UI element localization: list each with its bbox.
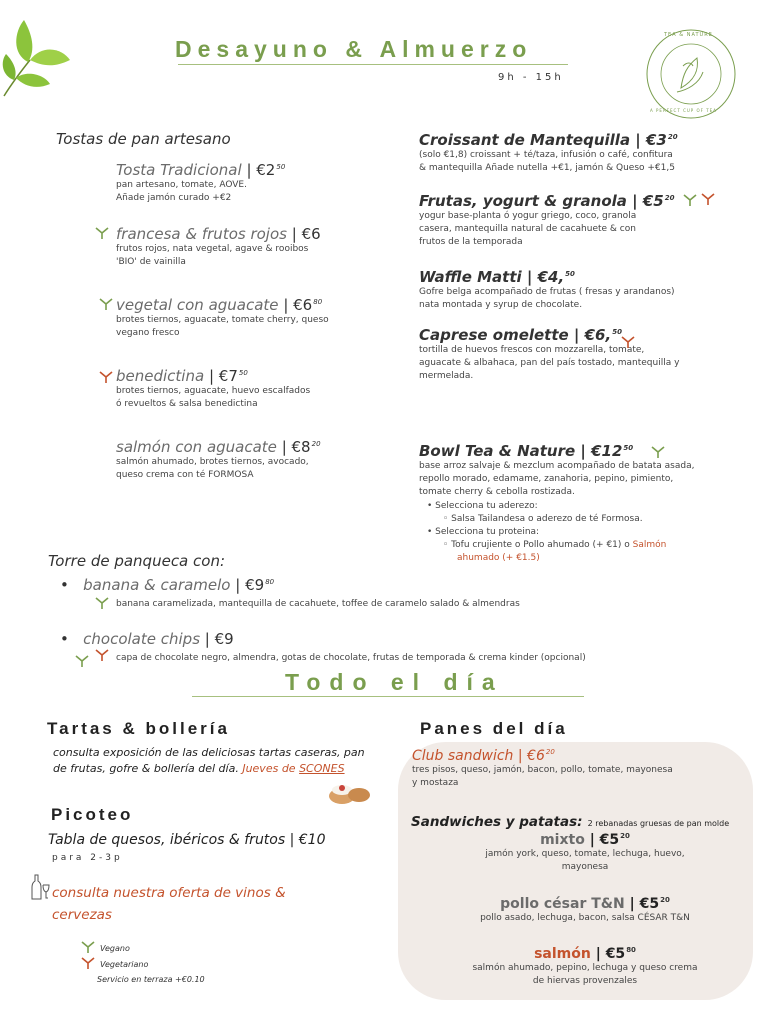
vegan-leaf-icon [94, 226, 110, 240]
tartas-title: Tartas & bollería [47, 719, 230, 738]
item-desc: frutos de la temporada [419, 237, 523, 247]
item-desc: tomate cherry & cebolla rostizada. [419, 487, 575, 497]
item-desc: nata montada y syrup de chocolate. [419, 300, 583, 310]
item-desc: vegano fresco [116, 328, 180, 338]
menu-item-benedictina [116, 367, 310, 411]
item-price-cents: 20 [311, 440, 321, 448]
item-desc: & mantequilla Añade nutella +€1, jamón & Queso +€1,5 [419, 163, 675, 173]
vinos-text [52, 882, 286, 926]
tartas-desc-line: de frutas, gofre & bollería del día. [53, 762, 239, 775]
item-price-cents: 80 [626, 946, 636, 955]
item-name: pollo césar T&N [500, 896, 625, 912]
menu-item-banana-caramelo: • banana & caramelo | $€9^{80}$ [60, 576, 275, 594]
vegetarian-leaf-icon [94, 648, 110, 662]
item-desc: 'BIO' de vainilla [116, 257, 186, 267]
tartas-desc-line: consulta exposición de las deliciosas tartas caseras, pan [53, 746, 365, 759]
vegan-leaf-icon [650, 445, 666, 459]
item-desc: y mostaza [412, 778, 459, 788]
vegetarian-leaf-icon [98, 370, 114, 384]
item-name: francesa & frutos rojos [116, 225, 287, 243]
page-title: Desayuno & Almuerzo [175, 36, 533, 62]
tostas-heading: Tostas de pan artesano [56, 130, 231, 148]
item-price: | €5 [629, 896, 660, 912]
item-name: benedictina [116, 367, 205, 385]
menu-item-vegetal [116, 296, 329, 340]
item-price: | €5 [589, 832, 620, 848]
item-price: | €6 [283, 296, 313, 314]
item-name: salmón con aguacate [116, 438, 277, 456]
item-desc: mermelada. [419, 371, 474, 381]
item-desc: brotes tiernos, aguacate, tomate cherry, queso [116, 315, 329, 325]
sandwiches-heading [411, 811, 729, 830]
item-desc: Añade jamón curado +€2 [116, 193, 232, 203]
title-underline [178, 64, 568, 65]
item-desc: pan artesano, tomate, AOVE. [116, 180, 247, 190]
todo-underline [192, 696, 584, 697]
item-name: Frutas, yogurt & granola | €5 [419, 192, 664, 210]
bowl-options: • Selecciona tu aderezo: ◦ Salsa Tailandesa o aderezo de té Formosa. • Selecciona tu proteina: ◦ Tofu crujiente o Pollo ahumado (+ €1) o Salmón ahumado (+ €1.5) [419, 500, 759, 565]
tartas-desc [53, 745, 365, 777]
menu-item-tosta-tradicional [116, 161, 285, 205]
item-desc: jamón york, queso, tomate, lechuga, huevo, [485, 849, 685, 859]
vinos-line: cervezas [52, 907, 112, 923]
hours: 9h - 15h [498, 72, 564, 83]
item-price: | €5 [595, 946, 626, 962]
vegan-leaf-icon [74, 654, 90, 668]
menu-item-mixto [420, 832, 750, 874]
menu-item-salmon-aguacate [116, 438, 321, 482]
vegetarian-leaf-icon [80, 956, 96, 970]
item-price-cents: 20 [660, 896, 670, 905]
logo-bottom-text: A PERFECT CUP OF TEA [650, 108, 717, 113]
sandwiches-label: Sandwiches y patatas: [411, 814, 583, 830]
legend-vegetariano: Vegetariano [100, 960, 149, 969]
logo-top-text: TEA & NATURE [664, 32, 713, 38]
item-price-cents: 50 [565, 270, 575, 278]
menu-item-waffle [419, 268, 759, 312]
panes-title: Panes del día [420, 719, 568, 738]
legend-vegano: Vegano [100, 944, 130, 953]
tea-leaves-decoration [0, 14, 72, 100]
menu-item-bowl [419, 442, 759, 565]
torre-heading: Torre de panqueca con: [48, 552, 226, 570]
item-name: vegetal con aguacate [116, 296, 279, 314]
item-price: | €8 [281, 438, 311, 456]
picoteo-title: Picoteo [51, 805, 134, 824]
item-price: | €6 [291, 225, 321, 243]
item-price-cents: 50 [623, 444, 634, 452]
wine-bottle-icon [30, 873, 50, 901]
item-price-cents: 50 [276, 163, 286, 171]
item-price: | €2 [246, 161, 276, 179]
item-price-cents: 20 [620, 832, 630, 841]
item-desc: capa de chocolate negro, almendra, gotas de chocolate, frutas de temporada & crema kinder (opcional) [116, 653, 586, 663]
item-desc: casera, mantequilla natural de cacahuete & con [419, 224, 636, 234]
item-desc: de hiervas provenzales [532, 976, 638, 986]
bowl-option-value: Tofu crujiente o Pollo ahumado (+ €1) o [451, 540, 633, 550]
item-desc: base arroz salvaje & mezclum acompañado de batata asada, [419, 461, 695, 471]
vinos-line: consulta nuestra oferta de vinos & [52, 885, 286, 901]
scones-label: SCONES [299, 762, 345, 775]
item-desc: frutos rojos, nata vegetal, agave & rooibos [116, 244, 309, 254]
menu-item-club-sandwich [412, 748, 752, 790]
menu-item-croissant [419, 131, 759, 175]
item-name: Club sandwich | €6 [412, 748, 545, 764]
vegetarian-leaf-icon [700, 192, 716, 206]
picoteo-item: Tabla de quesos, ibéricos & frutos | €10 [48, 832, 326, 848]
menu-item-caprese [419, 326, 759, 383]
bowl-option-value: Salsa Tailandesa o aderezo de té Formosa. [451, 514, 643, 524]
item-desc: queso crema con té FORMOSA [116, 470, 254, 480]
todo-title: Todo el día [285, 669, 504, 695]
menu-item-salmon-sandwich [420, 946, 750, 988]
item-name: Waffle Matti | €4, [419, 268, 565, 286]
item-name: salmón [534, 946, 591, 962]
vegan-leaf-icon [94, 596, 110, 610]
vegetarian-leaf-icon [620, 335, 636, 349]
item-name: Tosta Tradicional [116, 161, 242, 179]
item-name: chocolate chips [83, 630, 201, 648]
item-desc: mayonesa [561, 862, 609, 872]
picoteo-sub: para 2-3p [52, 853, 123, 863]
item-price-cents: 80 [313, 298, 323, 306]
item-desc: banana caramelizada, mantequilla de cacahuete, toffee de caramelo salado & almendras [116, 599, 520, 609]
item-price-cents: 80 [265, 578, 275, 586]
bowl-option-label: Selecciona tu proteina: [435, 527, 540, 537]
item-price: | €9 [204, 630, 234, 648]
bowl-option-highlight: ahumado (+ €1.5) [457, 553, 540, 563]
item-price-cents: 50 [612, 328, 622, 336]
item-name: banana & caramelo [83, 576, 231, 594]
vegan-leaf-icon [98, 297, 114, 311]
item-desc: salmón ahumado, pepino, lechuga y queso crema [472, 963, 698, 973]
item-price: | €9 [235, 576, 265, 594]
menu-item-chocolate-chips: • chocolate chips | €9 [60, 630, 234, 648]
menu-item-pollo-cesar [420, 896, 750, 925]
item-desc: (solo €1,8) croissant + té/taza, infusión o café, confitura [419, 150, 673, 160]
vegan-leaf-icon [682, 193, 698, 207]
item-price-cents: 20 [667, 133, 678, 141]
bowl-option-label: Selecciona tu aderezo: [435, 501, 538, 511]
item-price: | €7 [208, 367, 238, 385]
legend-terraza: Servicio en terraza +€0.10 [97, 975, 205, 984]
item-name: Bowl Tea & Nature | €12 [419, 442, 623, 460]
jueves-label: Jueves de [242, 762, 296, 775]
item-price-cents: 20 [664, 194, 675, 202]
item-desc: pollo asado, lechuga, bacon, salsa CÉSAR T&N [480, 913, 690, 923]
item-desc: aguacate & albahaca, pan del país tostado, mantequilla y [419, 358, 680, 368]
item-desc: tortilla de huevos frescos con mozzarella, tomate, [419, 345, 645, 355]
item-price-cents: 50 [238, 369, 248, 377]
scones-icon [326, 778, 372, 806]
item-desc: repollo morado, edamame, zanahoria, pepino, pimiento, [419, 474, 674, 484]
sandwiches-note: 2 rebanadas gruesas de pan molde [587, 819, 730, 828]
item-name: Caprese omelette | €6, [419, 326, 612, 344]
item-desc: yogur base-planta ó yogur griego, coco, granola [419, 211, 637, 221]
bowl-option-highlight: Salmón [632, 540, 667, 550]
item-desc: ó revueltos & salsa benedictina [116, 399, 258, 409]
item-name: mixto [540, 832, 585, 848]
item-desc: tres pisos, queso, jamón, bacon, pollo, tomate, mayonesa [412, 765, 673, 775]
item-desc: salmón ahumado, brotes tiernos, avocado, [116, 457, 309, 467]
item-desc: Gofre belga acompañado de frutas ( fresas y arandanos) [419, 287, 675, 297]
item-desc: brotes tiernos, aguacate, huevo escalfados [116, 386, 311, 396]
item-name: Croissant de Mantequilla | €3 [419, 131, 667, 149]
item-price-cents: 20 [545, 748, 555, 757]
vegan-leaf-icon [80, 940, 96, 954]
menu-item-francesa [116, 225, 321, 269]
